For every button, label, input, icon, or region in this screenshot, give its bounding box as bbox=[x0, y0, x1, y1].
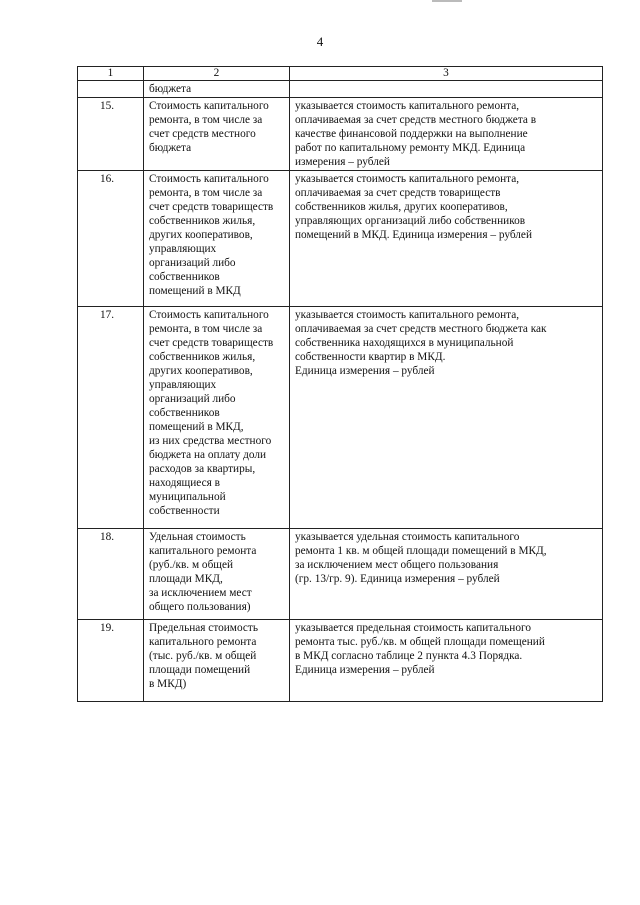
row-name: Стоимость капитального ремонта, в том числе за счет средств товариществ собственников жилья, других кооперативов, управляющих организаций либо собственников помещений в МКД bbox=[144, 171, 290, 307]
table-row-continuation bbox=[78, 81, 603, 98]
table-row bbox=[78, 171, 603, 307]
row-description: указывается стоимость капитального ремонта, оплачиваемая за счет средств местного бюджета в качестве финансовой поддержки на выполнение работ по капитальному ремонту МКД. Единица измерения – рублей bbox=[290, 98, 603, 171]
row-number: 19. bbox=[78, 620, 144, 702]
row-description: указывается стоимость капитального ремонта, оплачиваемая за счет средств товариществ собственников жилья, других кооперативов, управляющих организаций либо собственников помещений в МКД. Единица измерения – рублей bbox=[290, 171, 603, 307]
row-number: 17. bbox=[78, 307, 144, 529]
row-name: Стоимость капитального ремонта, в том числе за счет средств товариществ собственников жилья, других кооперативов, управляющих организаций либо собственников помещений в МКД, из них средства местного бюджета на оплату доли расходов за квартиры, находящиеся в муниципальной собственности bbox=[144, 307, 290, 529]
page-number: 4 bbox=[316, 34, 324, 49]
row-name: Стоимость капитального ремонта, в том числе за счет средств местного бюджета bbox=[144, 98, 290, 171]
row-number: 18. bbox=[78, 529, 144, 620]
header-cell-2: 2 bbox=[144, 67, 290, 81]
header-cell-3: 3 bbox=[290, 67, 603, 81]
table-row bbox=[78, 307, 603, 529]
indicator-table bbox=[77, 66, 603, 702]
row-description: указывается стоимость капитального ремонта, оплачиваемая за счет средств местного бюджета как собственника находящихся в муниципальной собственности квартир в МКД. Единица измерения – рублей bbox=[290, 307, 603, 529]
row-desc-empty bbox=[290, 81, 603, 98]
table-row bbox=[78, 98, 603, 171]
row-number: 15. bbox=[78, 98, 144, 171]
scan-artifact-mark bbox=[432, 0, 462, 2]
row-description: указывается удельная стоимость капитального ремонта 1 кв. м общей площади помещений в МКД, за исключением мест общего пользования (гр. 13/гр. 9). Единица измерения – рублей bbox=[290, 529, 603, 620]
row-description: указывается предельная стоимость капитального ремонта тыс. руб./кв. м общей площади помещений в МКД согласно таблице 2 пункта 4.3 Порядка. Единица измерения – рублей bbox=[290, 620, 603, 702]
row-number-empty bbox=[78, 81, 144, 98]
row-name: Предельная стоимость капитального ремонта (тыс. руб./кв. м общей площади помещений в МКД) bbox=[144, 620, 290, 702]
header-cell-1: 1 bbox=[78, 67, 144, 81]
table-row bbox=[78, 620, 603, 702]
row-name-continuation: бюджета bbox=[144, 81, 290, 98]
row-name: Удельная стоимость капитального ремонта (руб./кв. м общей площади МКД, за исключением мест общего пользования) bbox=[144, 529, 290, 620]
table-header-row bbox=[78, 67, 603, 81]
row-number: 16. bbox=[78, 171, 144, 307]
table-row bbox=[78, 529, 603, 620]
